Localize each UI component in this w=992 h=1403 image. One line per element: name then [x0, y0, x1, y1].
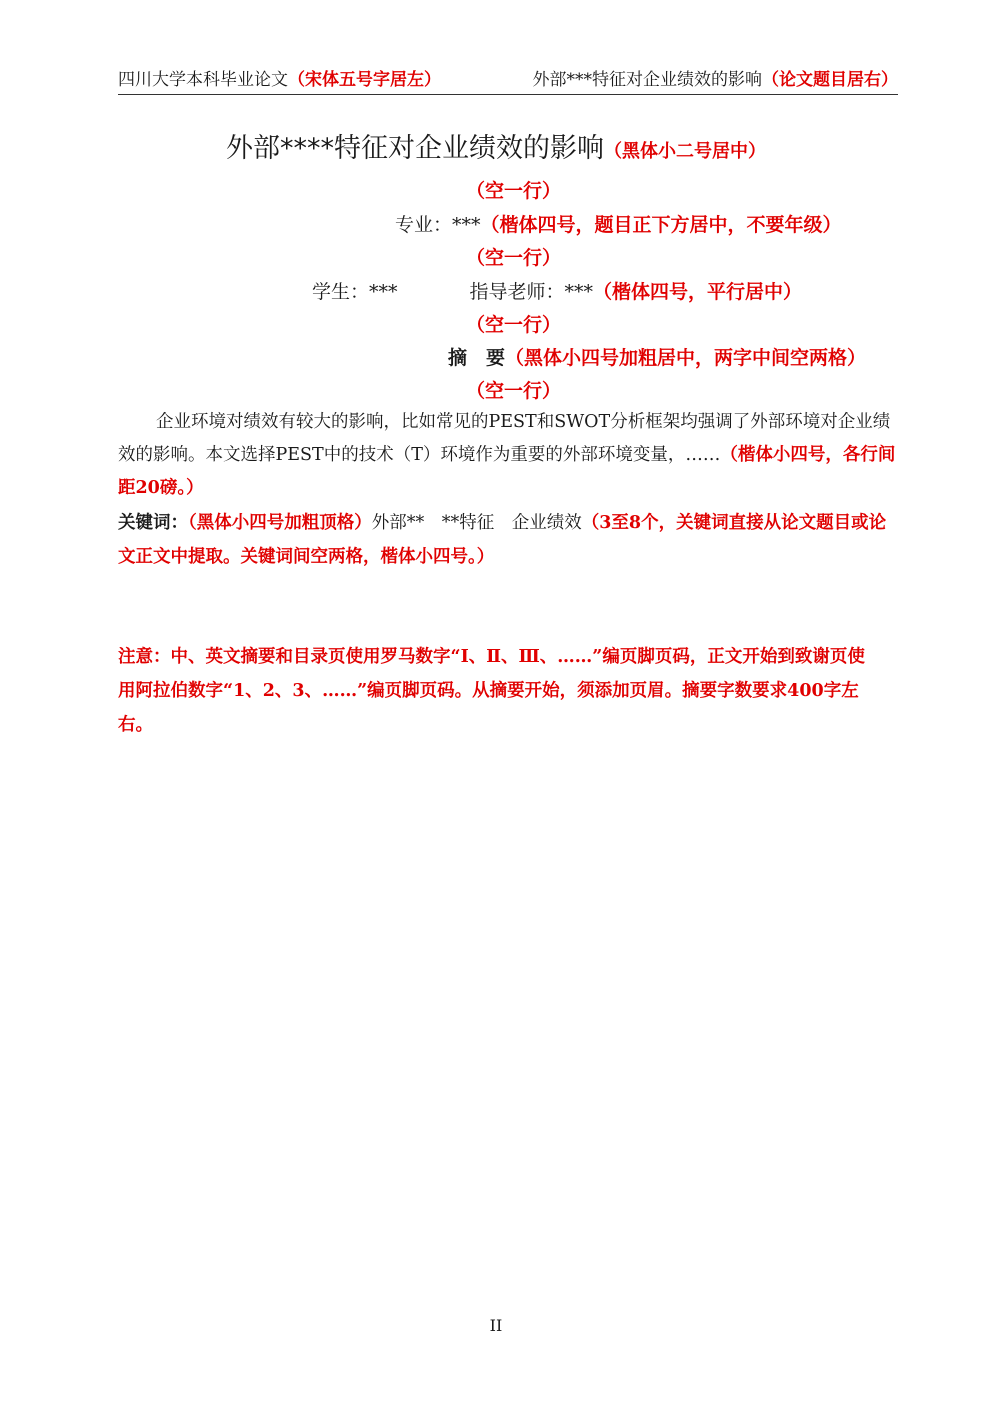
- keywords-label: 关键词：: [118, 513, 188, 533]
- keywords-block: [118, 506, 898, 574]
- notice-text: 注意：中、英文摘要和目录页使用罗马数字“Ⅰ、Ⅱ、Ⅲ、……”编页脚页码，正文开始到致谢页使用阿拉伯数字“1、2、3、……”编页脚页码。从摘要开始，须添加页眉。摘要字数要求400字左右。: [118, 647, 865, 735]
- paper-title: [0, 126, 992, 165]
- advisor-label: 指导老师：***: [469, 281, 594, 303]
- major-note: （楷体四号，题目正下方居中，不要年级）: [480, 214, 842, 236]
- keywords-values: 外部** **特征 企业绩效: [371, 513, 582, 533]
- keywords-label-note: （黑体小四号加粗顶格）: [188, 513, 372, 533]
- abstract-paragraph: [118, 406, 898, 505]
- abstract-heading-text: 摘 要: [448, 347, 506, 369]
- student-label: 学生：***: [312, 281, 398, 303]
- student-note: （楷体四号，平行居中）: [593, 281, 803, 303]
- major-label: 专业：***: [395, 214, 481, 236]
- page-header: [118, 66, 898, 95]
- header-right: [533, 66, 899, 94]
- blank-line-1: （空一行）: [466, 180, 562, 202]
- header-right-note: （论文题目居右）: [762, 70, 898, 90]
- abstract-heading-note: （黑体小四号加粗居中，两字中间空两格）: [505, 347, 867, 369]
- title-text: 外部****特征对企业绩效的影响: [226, 133, 604, 164]
- student-line: [312, 277, 802, 304]
- keywords-note: （3至8个，关键词直接从论文题目或论文正文中提取。关键词间空两格，楷体小四号。）: [118, 513, 887, 567]
- blank-line-2: （空一行）: [466, 247, 562, 269]
- abstract-note: （楷体小四号，各行间距20磅。）: [118, 445, 896, 498]
- blank-line-3: （空一行）: [466, 314, 562, 336]
- header-right-text: 外部***特征对企业绩效的影响: [532, 70, 762, 90]
- abstract-heading: [448, 343, 866, 370]
- blank-line-4: （空一行）: [466, 380, 562, 402]
- major-line: [395, 210, 842, 237]
- page-number: II: [489, 1316, 503, 1335]
- header-left-text: 四川大学本科毕业论文: [118, 70, 288, 90]
- header-left: [118, 66, 441, 94]
- abstract-text: 企业环境对绩效有较大的影响，比如常见的PEST和SWOT分析框架均强调了外部环境对企业绩效的影响。本文选择PEST中的技术（T）环境作为重要的外部环境变量，……: [118, 412, 891, 465]
- header-left-note: （宋体五号字居左）: [288, 70, 441, 90]
- title-note: （黑体小二号居中）: [604, 141, 766, 162]
